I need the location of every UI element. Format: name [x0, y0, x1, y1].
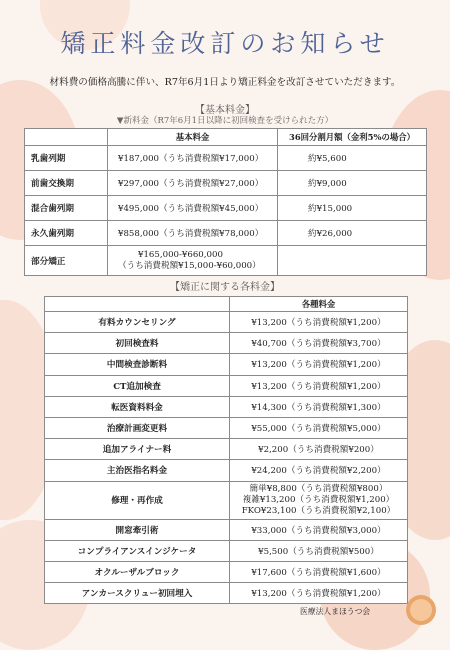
table-row — [25, 246, 427, 276]
fee-name: 転医資料料金 — [45, 396, 230, 417]
row-base-fee — [108, 246, 278, 276]
repair-fko: FKO¥23,100（うち消費税額¥2,100） — [241, 505, 396, 516]
table-row — [25, 171, 427, 196]
table-row — [45, 583, 408, 604]
table-row — [45, 354, 408, 375]
fee-value: ¥5,500（うち消費税額¥500） — [230, 540, 408, 561]
fee-name: 追加アライナー料 — [45, 439, 230, 460]
fee-value: ¥55,000（うち消費税額¥5,000） — [230, 417, 408, 438]
fee-name: CT追加検査 — [45, 375, 230, 396]
row-monthly-fee: 約¥9,000 — [278, 171, 427, 196]
row-monthly-fee: 約¥5,600 — [278, 146, 427, 171]
partial-tax: （うち消費税額¥15,000-¥60,000） — [118, 260, 261, 271]
table-row — [25, 146, 427, 171]
fee-name: 初回検査料 — [45, 333, 230, 354]
table-header-row — [25, 129, 427, 146]
row-label: 混合歯列期 — [25, 196, 108, 221]
lead-text: 材料費の価格高騰に伴い、R7年6月1日より矯正料金を改訂させていただきます。 — [49, 77, 401, 88]
header-base: 基本料金 — [108, 129, 278, 146]
row-label: 前歯交換期 — [25, 171, 108, 196]
row-monthly-fee — [278, 246, 427, 276]
repair-simple: 簡単¥8,800（うち消費税額¥800） — [249, 483, 388, 494]
partial-range: ¥165,000-¥660,000 — [138, 249, 223, 260]
fee-value: ¥13,200（うち消費税額¥1,200） — [230, 375, 408, 396]
fee-name: 主治医指名料金 — [45, 460, 230, 481]
table-row — [45, 460, 408, 481]
row-monthly-fee: 約¥15,000 — [278, 196, 427, 221]
row-monthly-fee: 約¥26,000 — [278, 221, 427, 246]
row-label: 乳歯列期 — [25, 146, 108, 171]
fee-value: ¥40,700（うち消費税額¥3,700） — [230, 333, 408, 354]
table-row — [45, 439, 408, 460]
fee-name: 中間検査診断料 — [45, 354, 230, 375]
row-base-fee: ¥187,000（うち消費税額¥17,000） — [108, 146, 278, 171]
fee-value: ¥24,200（うち消費税額¥2,200） — [230, 460, 408, 481]
fee-name: コンプライアンスインジケータ — [45, 540, 230, 561]
repair-complex: 複雑¥13,200（うち消費税額¥1,200） — [242, 494, 395, 505]
fee-name: オクルーザルブロック — [45, 561, 230, 582]
header-cell-empty — [45, 297, 230, 312]
row-base-fee: ¥297,000（うち消費税額¥27,000） — [108, 171, 278, 196]
row-label: 永久歯列期 — [25, 221, 108, 246]
clinic-name: 医療法人まほうつ会 — [300, 607, 371, 616]
table-header-row — [45, 297, 408, 312]
fee-name: 修理・再作成 — [45, 481, 230, 519]
table-row — [45, 561, 408, 582]
fee-value — [230, 481, 408, 519]
row-label: 部分矯正 — [25, 246, 108, 276]
logo-inner-circle — [410, 599, 432, 621]
header-monthly: 36回分割月額（金利5%の場合） — [278, 129, 427, 146]
table-row — [45, 519, 408, 540]
fee-value: ¥2,200（うち消費税額¥200） — [230, 439, 408, 460]
fee-name: アンカースクリュー初回埋入 — [45, 583, 230, 604]
header-value: 各種料金 — [230, 297, 408, 312]
table-row — [45, 396, 408, 417]
table-row — [25, 196, 427, 221]
fee-value: ¥17,600（うち消費税額¥1,600） — [230, 561, 408, 582]
basic-heading: 【基本料金】 — [195, 105, 255, 116]
fee-value: ¥13,200（うち消費税額¥1,200） — [230, 583, 408, 604]
table-row — [45, 333, 408, 354]
row-base-fee: ¥495,000（うち消費税額¥45,000） — [108, 196, 278, 221]
header-cell-empty — [25, 129, 108, 146]
fee-name: 有料カウンセリング — [45, 312, 230, 333]
table-row — [45, 312, 408, 333]
table-row — [45, 417, 408, 438]
fees-heading: 【矯正に関する各料金】 — [170, 282, 280, 293]
page-title: 矯正料金改訂のお知らせ — [60, 29, 390, 58]
fee-name: 治療計画変更料 — [45, 417, 230, 438]
fee-value: ¥14,300（うち消費税額¥1,300） — [230, 396, 408, 417]
table-row — [45, 375, 408, 396]
fee-name: 開窓牽引術 — [45, 519, 230, 540]
row-base-fee: ¥858,000（うち消費税額¥78,000） — [108, 221, 278, 246]
basic-fee-table — [24, 128, 427, 276]
misc-fee-table — [44, 296, 408, 604]
table-row — [45, 481, 408, 519]
clinic-logo — [405, 594, 437, 626]
fee-value: ¥33,000（うち消費税額¥3,000） — [230, 519, 408, 540]
table-row — [25, 221, 427, 246]
fee-value: ¥13,200（うち消費税額¥1,200） — [230, 354, 408, 375]
fee-value: ¥13,200（うち消費税額¥1,200） — [230, 312, 408, 333]
table-row — [45, 540, 408, 561]
basic-subheading: ▼新料金（R7年6月1日以降に初回検査を受けられた方） — [116, 116, 334, 126]
